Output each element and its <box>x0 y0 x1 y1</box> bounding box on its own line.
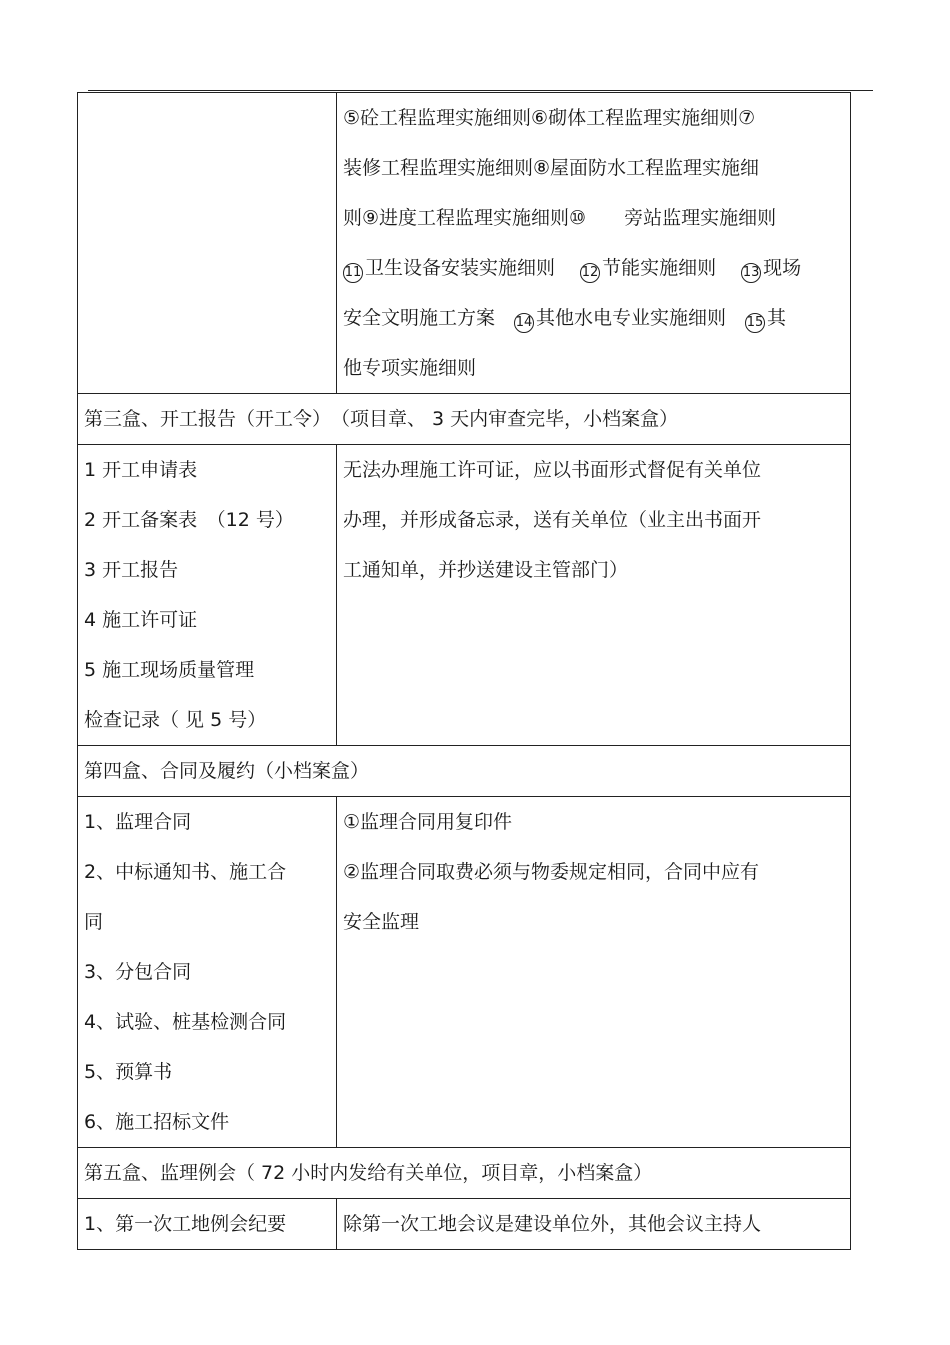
list-item: 3 开工报告 <box>84 559 179 581</box>
note-line: 安全监理 <box>343 911 420 933</box>
list-item: 检查记录（ 见 5 号） <box>84 709 267 731</box>
table-row <box>78 445 851 746</box>
table-row <box>78 394 851 445</box>
list-item: 3、分包合同 <box>84 961 192 983</box>
box5-items-cell <box>78 1199 337 1250</box>
table-row <box>78 1199 851 1250</box>
list-item: 1 开工申请表 <box>84 459 198 481</box>
box3-notes-cell <box>337 445 851 746</box>
note-line: 无法办理施工许可证，应以书面形式督促有关单位 <box>343 459 762 481</box>
text-span: 现场 <box>763 257 802 279</box>
text-line: 他专项实施细则 <box>343 357 477 379</box>
note-line: 办理，并形成备忘录，送有关单位（业主出书面开 <box>343 509 762 531</box>
circled-number: 13 <box>741 263 761 283</box>
circled-number: 11 <box>343 263 363 283</box>
note-line: 除第一次工地会议是建设单位外，其他会议主持人 <box>343 1213 762 1235</box>
circled-number: 12 <box>580 263 600 283</box>
list-item: 1、第一次工地例会纪要 <box>84 1213 287 1235</box>
box4-title: 第四盒、合同及履约（小档案盒） <box>78 746 851 797</box>
list-item: 同 <box>84 911 104 933</box>
box4-items-cell <box>78 797 337 1148</box>
list-item: 5 施工现场质量管理 <box>84 659 255 681</box>
box5-title: 第五盒、监理例会（ 72 小时内发给有关单位，项目章，小档案盒） <box>78 1148 851 1199</box>
circled-number: 15 <box>745 313 765 333</box>
list-item: 4 施工许可证 <box>84 609 198 631</box>
note-line: ②监理合同取费必须与物委规定相同，合同中应有 <box>343 861 760 883</box>
box3-title: 第三盒、开工报告（开工令） （项目章、 3 天内审查完毕，小档案盒） <box>78 394 851 445</box>
text-span: 节能实施细则 <box>602 257 736 279</box>
row1-left-cell <box>78 93 337 394</box>
table-row <box>78 797 851 1148</box>
note-line: ①监理合同用复印件 <box>343 811 513 833</box>
list-item: 4、试验、桩基检测合同 <box>84 1011 287 1033</box>
page-top-rule <box>88 90 873 91</box>
table-row <box>78 1148 851 1199</box>
text-span: 其他水电专业实施细则 <box>536 307 746 329</box>
box3-items-cell <box>78 445 337 746</box>
box4-notes-cell <box>337 797 851 1148</box>
text-span: 安全文明施工方案 <box>343 307 515 329</box>
text-line: 装修工程监理实施细则⑧屋面防水工程监理实施细 <box>343 157 760 179</box>
text-line: ⑤砼工程监理实施细则⑥砌体工程监理实施细则⑦ <box>343 107 756 129</box>
list-item: 2、中标通知书、施工合 <box>84 861 287 883</box>
row1-right-cell <box>337 93 851 394</box>
document-table <box>77 92 851 1250</box>
table-row <box>78 746 851 797</box>
text-span: 其 <box>767 307 787 329</box>
box5-notes-cell <box>337 1199 851 1250</box>
text-line <box>343 293 844 343</box>
text-line: 则⑨进度工程监理实施细则⑩ 旁站监理实施细则 <box>343 207 777 229</box>
table-row <box>78 93 851 394</box>
list-item: 2 开工备案表 （12 号） <box>84 509 294 531</box>
note-line: 工通知单，并抄送建设主管部门） <box>343 559 629 581</box>
text-span: 卫生设备安装实施细则 <box>365 257 575 279</box>
circled-number: 14 <box>514 313 534 333</box>
list-item: 6、施工招标文件 <box>84 1111 230 1133</box>
list-item: 5、预算书 <box>84 1061 173 1083</box>
list-item: 1、监理合同 <box>84 811 192 833</box>
text-line <box>343 243 844 293</box>
